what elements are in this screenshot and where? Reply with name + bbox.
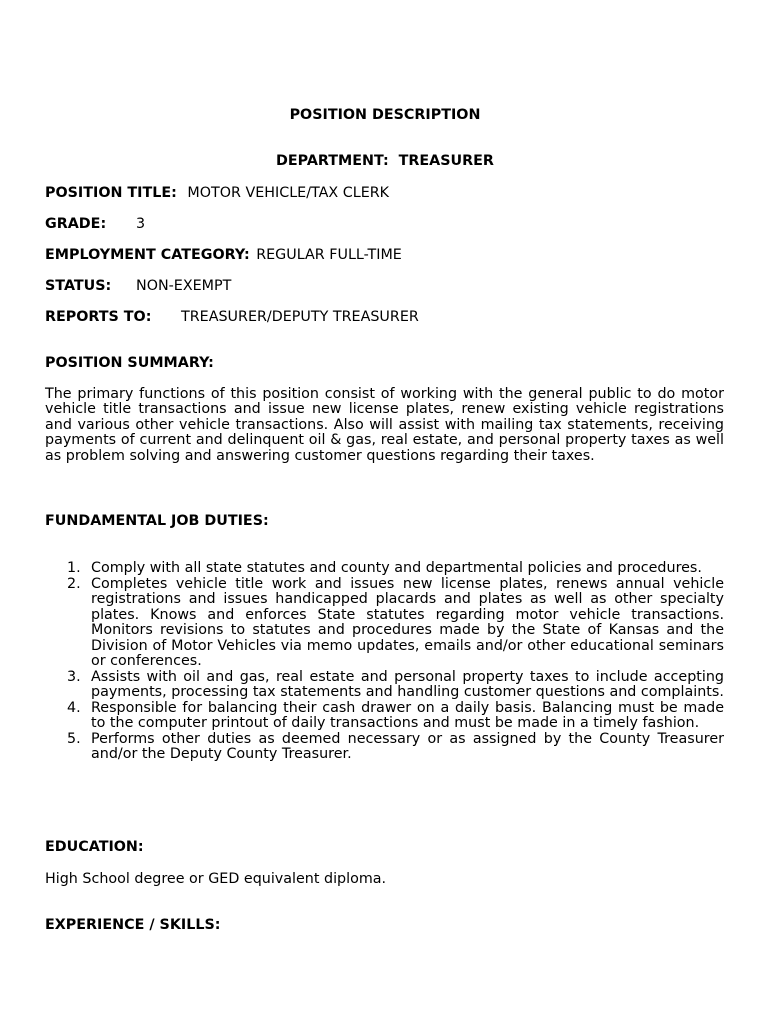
position-summary-text: The primary functions of this position consist of working with the general public to do motor vehicle title transactions and issue new license plates, renew existing vehicle registrations and various other vehicle transactions. Also will assist with mailing tax statements, receiving payments of current and delinquent oil & gas, real estate, and personal property taxes as well as problem solving and answering customer questions regarding their taxes. xyxy=(45,386,724,464)
employment-category-label: EMPLOYMENT CATEGORY: xyxy=(45,247,250,263)
employment-category-row xyxy=(45,247,402,263)
job-duties-list xyxy=(45,561,724,763)
job-duty-item: Assists with oil and gas, real estate and personal property taxes to include accepting payments, processing tax statements and handling customer questions and complaints. xyxy=(91,668,724,700)
grade-value: 3 xyxy=(136,216,146,232)
status-row xyxy=(45,278,232,294)
document-title: POSITION DESCRIPTION xyxy=(289,107,481,123)
job-duty-item: Performs other duties as deemed necessary or as assigned by the County Treasurer and/or the Deputy County Treasurer. xyxy=(91,730,724,762)
grade-label: GRADE: xyxy=(45,216,107,232)
education-text: High School degree or GED equivalent diploma. xyxy=(45,871,387,887)
position-summary-heading: POSITION SUMMARY: xyxy=(45,355,214,371)
reports-to-label: REPORTS TO: xyxy=(45,309,152,325)
position-title-row xyxy=(45,185,389,201)
education-heading: EDUCATION: xyxy=(45,839,144,855)
reports-to-value: TREASURER/DEPUTY TREASURER xyxy=(181,309,419,325)
department-value: TREASURER xyxy=(398,153,494,169)
position-title-value: MOTOR VEHICLE/TAX CLERK xyxy=(187,185,390,201)
job-duty-item: Completes vehicle title work and issues new license plates, renews annual vehicle registrations and issues handicapped placards and plates as well as other specialty plates. Knows and enforces State statutes regarding motor vehicle transactions. Monitors revisions to statutes and procedures made by the State of Kansas and the Division of Motor Vehicles via memo updates, emails and/or other educational seminars or conferences. xyxy=(91,575,724,669)
position-title-label: POSITION TITLE: xyxy=(45,185,177,201)
department-line xyxy=(0,153,770,169)
experience-heading: EXPERIENCE / SKILLS: xyxy=(45,917,221,933)
department-label: DEPARTMENT: xyxy=(276,153,389,169)
status-value: NON-EXEMPT xyxy=(136,278,232,294)
reports-to-row xyxy=(45,309,419,325)
job-duty-item: Responsible for balancing their cash drawer on a daily basis. Balancing must be made to the computer printout of daily transactions and must be made in a timely fashion. xyxy=(91,699,724,731)
job-duties-heading: FUNDAMENTAL JOB DUTIES: xyxy=(45,513,269,529)
job-duty-item: Comply with all state statutes and county and departmental policies and procedures. xyxy=(91,560,702,576)
grade-row xyxy=(45,216,146,232)
status-label: STATUS: xyxy=(45,278,112,294)
employment-category-value: REGULAR FULL-TIME xyxy=(256,247,402,263)
